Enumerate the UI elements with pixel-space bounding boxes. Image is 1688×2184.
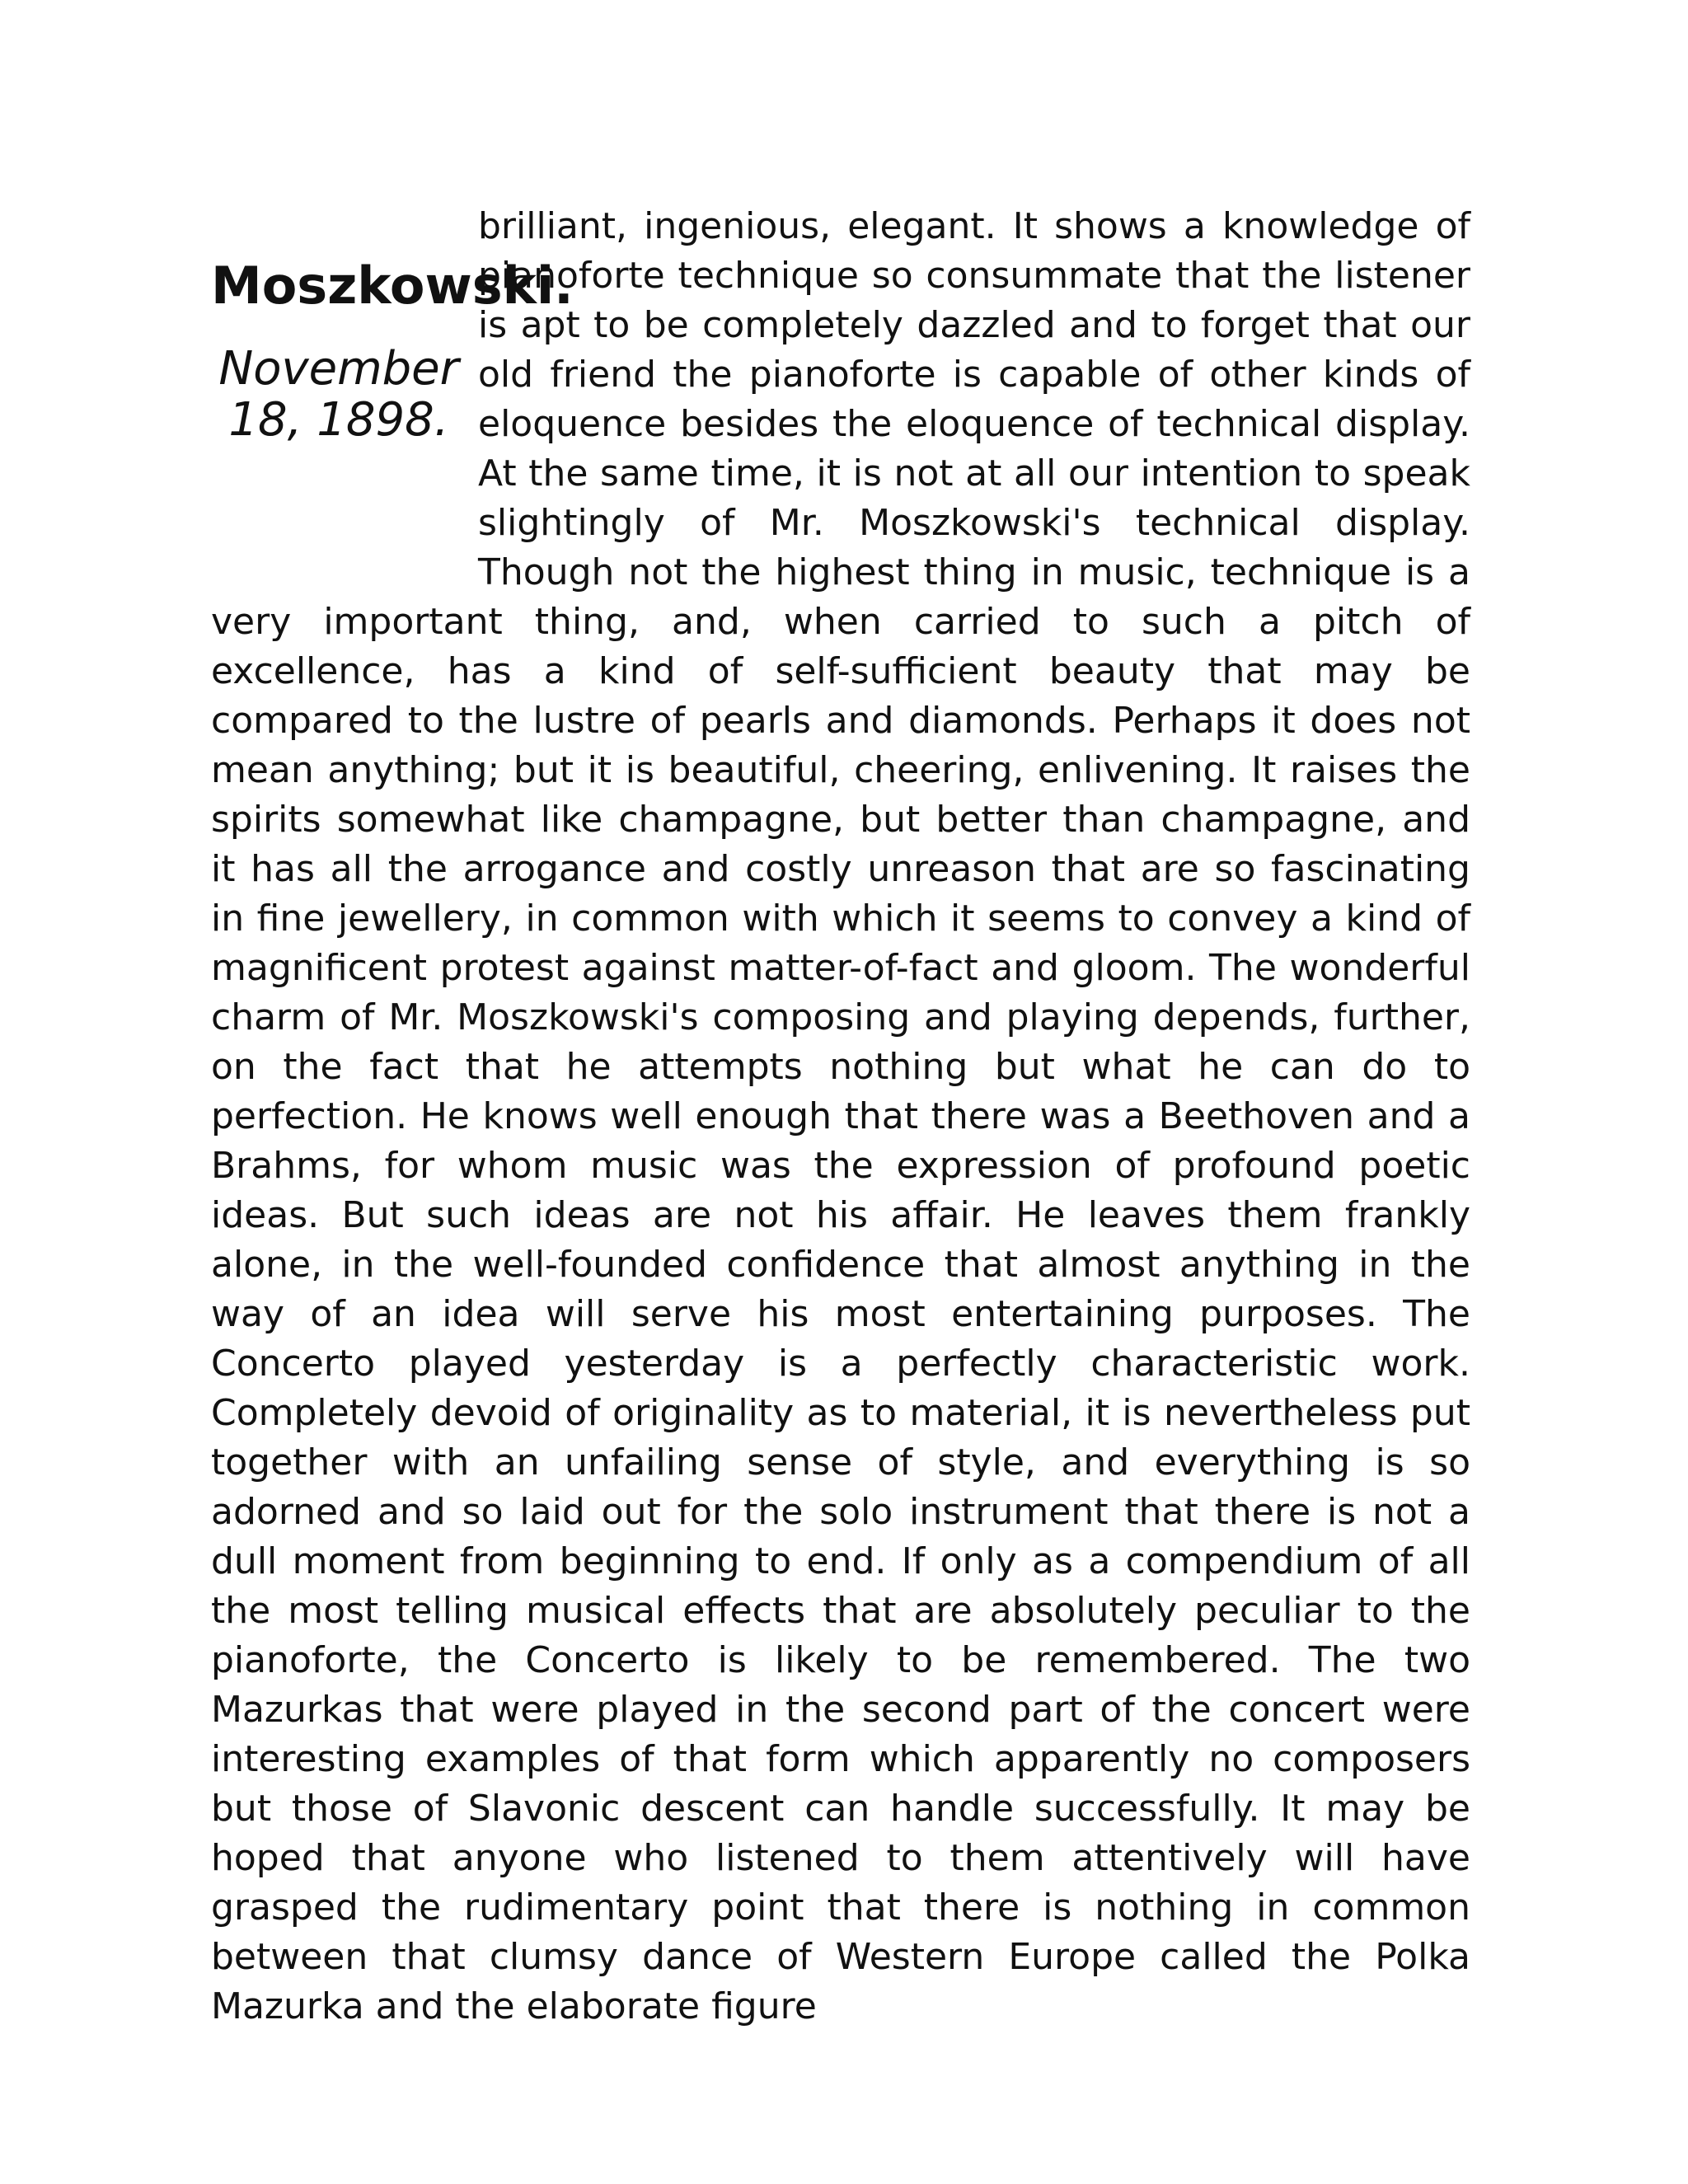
margin-note-name: Moszkowski. xyxy=(211,255,574,316)
article-body xyxy=(211,202,1470,2032)
margin-note-date: November 18, 1898. xyxy=(218,342,459,447)
margin-note xyxy=(211,202,574,598)
article-text: brilliant, ingenious, elegant. It shows a knowledge of pianoforte technique so consummate that the listener is apt to be completely dazzled and to forget that our old friend the pianoforte is capable of other kinds of eloquence besides the eloquence of technical display. At the same time, it is not at all our intention to speak slightingly of Mr. Moszkowski's technical display. Though not the highest thing in music, technique is a very important thing, and, when carried to such a pitch of excellence, has a kind of self-sufficient beauty that may be compared to the lustre of pearls and diamonds. Perhaps it does not mean anything; but it is beautiful, cheering, enlivening. It raises the spirits somewhat like champagne, but better than champagne, and it has all the arrogance and costly unreason that are so fascinating in fine jewellery, in common with which it seems to convey a kind of magnificent protest against matter-of-fact and gloom. The wonderful charm of Mr. Moszkowski's composing and playing depends, further, on the fact that he attempts nothing but what he can do to perfection. He knows well enough that there was a Beethoven and a Brahms, for whom music was the expression of profound poetic ideas. But such ideas are not his affair. He leaves them frankly alone, in the well-founded confidence that almost anything in the way of an idea will serve his most entertaining purposes. The Concerto played yesterday is a perfectly characteristic work. Completely devoid of originality as to material, it is nevertheless put together with an unfailing sense of style, and everything is so adorned and so laid out for the solo instrument that there is not a dull moment from beginning to end. If only as a compendium of all the most telling musical effects that are absolutely peculiar to the pianoforte, the Concerto is likely to be remembered. The two Mazurkas that were played in the second part of the concert were interesting examples of that form which apparently no composers but those of Slavonic descent can handle successfully. It may be hoped that anyone who listened to them attentively will have grasped the rudimentary point that there is nothing in common between that clumsy dance of Western Europe called the Polka Mazurka and the elaborate figure xyxy=(211,205,1470,2027)
